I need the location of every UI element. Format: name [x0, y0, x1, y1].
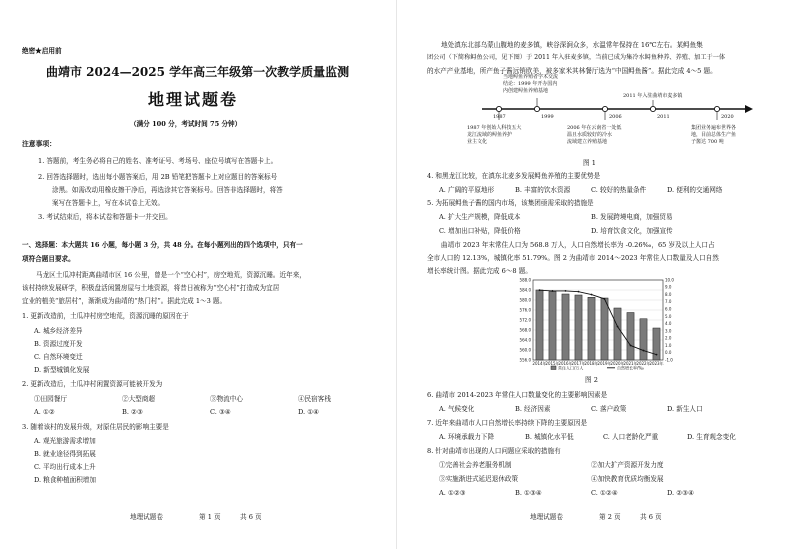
x-tick-label: 2017年	[571, 361, 586, 366]
line-point	[565, 290, 567, 292]
passage-line: 该村持续发展研学，积极盘活闲置房屋与土地资源，将昔日被称为“空心村”打造成为宜居	[22, 284, 280, 292]
line-point	[604, 298, 606, 300]
line-point	[552, 290, 554, 292]
option[interactable]: B. ①③④	[515, 489, 542, 497]
option[interactable]: D. ②③④	[667, 489, 694, 497]
passage-line: 地处滇东北部乌蒙山腹地的麦多镇，峡谷深涧众多，水温常年保持在 16℃左右。某鲟鱼集	[441, 41, 703, 49]
page-2	[397, 0, 794, 549]
line-point	[630, 345, 632, 347]
section-heading: 一、选择题：本大题共 16 小题，每小题 3 分，共 48 分。在每小题列出的四个选项中，只有一	[22, 241, 303, 249]
option[interactable]: C. ①②④	[591, 489, 618, 497]
option[interactable]: A. ①②③	[439, 489, 466, 497]
timeline-note: 2011 年入驻曲靖市麦多镇	[623, 93, 683, 99]
q8-item: ④加快教育优质均衡发展	[591, 475, 664, 483]
y-right-tick-label: 6.0	[665, 306, 672, 312]
option[interactable]: A. 扩大生产规模，降低成本	[439, 213, 521, 221]
option[interactable]: C. 增加出口补贴，降低价格	[439, 227, 521, 235]
timeline-note: 龙江流域的鲟鱼养护	[467, 132, 513, 138]
option[interactable]: D. 生育观念变化	[687, 433, 736, 441]
question-4: 4. 和黑龙江比较，在滇东北麦多发展鲟鱼养殖的主要优势是	[427, 172, 601, 180]
timeline-note: 2006 年在云南省一处低	[567, 125, 622, 131]
line-point	[656, 354, 658, 356]
secret-mark: 绝密★启用前	[22, 47, 62, 55]
option[interactable]: C. 较好的热量条件	[591, 186, 647, 194]
y-left-tick-label: 572.0	[519, 317, 531, 323]
bar	[601, 298, 608, 360]
footer-page: 第 1 页	[199, 513, 221, 521]
option[interactable]: B. 丰富的饮水资源	[515, 186, 571, 194]
footer-total: 共 6 页	[240, 513, 262, 521]
option[interactable]: A. 环境承载力下降	[439, 433, 495, 441]
x-tick-label: 2021年	[623, 361, 638, 366]
option[interactable]: C. ③④	[210, 408, 231, 416]
timeline-note: 流域建立养殖基地	[567, 139, 608, 145]
footer-page: 第 2 页	[599, 513, 621, 521]
q8-item: ①完善社会养老服务机制	[439, 461, 512, 469]
option[interactable]: D. 培育饮食文化，加强宣传	[591, 227, 673, 235]
bar	[536, 290, 543, 360]
q2-item: ①田园餐厅	[34, 395, 67, 403]
option[interactable]: A. ①②	[34, 408, 55, 416]
timeline-note: 业主文化	[467, 139, 488, 145]
timeline-node-2011	[650, 106, 655, 111]
y-right-tick-label: 0.0	[665, 350, 672, 356]
timeline-node-1987	[496, 106, 501, 111]
option[interactable]: D. ①④	[298, 408, 320, 416]
y-right-tick-label: 4.0	[665, 321, 672, 327]
option[interactable]: B. ②③	[122, 408, 143, 416]
option[interactable]: B. 发展跨境电商，加强贸易	[591, 213, 673, 221]
q8-item: ③实施渐进式延迟退休政策	[439, 475, 519, 483]
y-right-tick-label: 7.0	[665, 299, 672, 305]
question-1: 1. 更新改造前，土瓜冲村房空地荒，资源沉睡的原因在于	[22, 312, 189, 320]
year-label: 2006	[609, 114, 622, 120]
question-2: 2. 更新改造后，土瓜冲村闲置资源可能被开发为	[22, 380, 163, 388]
y-right-tick-label: 1.0	[665, 342, 672, 348]
x-tick-label: 2018年	[584, 361, 599, 366]
y-left-tick-label: 568.0	[519, 327, 531, 333]
year-label: 1999	[541, 114, 554, 120]
timeline-note: 当地鲟鱼养殖者学术交流	[503, 74, 559, 80]
q2-item: ②大型商超	[122, 395, 155, 403]
timeline-note: 子酱达 700 吨	[691, 139, 724, 145]
x-tick-label: 2019年	[597, 361, 612, 366]
bar	[627, 313, 634, 361]
option[interactable]: D. 新型城镇化发展	[34, 366, 90, 374]
option[interactable]: D. 粮食种植面积增加	[34, 476, 96, 484]
option[interactable]: A. 观光旅游需求增加	[34, 437, 96, 445]
note-line: 涂黑。如需改动用橡皮擦干净后，再选涂其它答案标号。回答非选择题时，将答	[52, 186, 283, 194]
score-info: （满分 100 分，考试时间 75 分钟）	[130, 120, 242, 128]
note-line: 2. 回答选择题时，选出每小题答案后，用 2B 铅笔把答题卡上对应题目的答案标号	[38, 173, 278, 181]
passage-line: 团公司（下简称鲟鱼公司，见下图）于 2011 年入驻麦多镇，当前已成为集冷水鲟鱼种养、养殖、加工于一体	[427, 54, 726, 61]
passage-line: 的水产产业基地，所产鱼子酱远销欧美，被多家米其林餐厅选为“中国鲟鱼酱”。据此完成 4～5 题。	[427, 67, 717, 75]
y-left-tick-label: 556.0	[519, 357, 531, 363]
passage-line: 增长率统计图。据此完成 6～8 题。	[427, 267, 532, 275]
passage-line: 曲靖市 2023 年末常住人口为 568.8 万人，人口自然增长率为 -0.26‰，65 岁及以上人口占	[441, 241, 715, 249]
legend-label: 自然增长率/‰	[617, 365, 644, 371]
option[interactable]: B. 经济因素	[515, 405, 551, 413]
q2-item: ④民宿客栈	[298, 395, 331, 403]
y-left-tick-label: 564.0	[519, 337, 531, 343]
timeline-note: 集团业务遍布世界各	[691, 125, 737, 131]
timeline-node-1999	[534, 106, 539, 111]
line-point	[578, 291, 580, 293]
option[interactable]: B. 就业途径得到拓展	[34, 450, 96, 458]
y-right-tick-label: 2.0	[665, 335, 672, 341]
option[interactable]: C. 落户政策	[591, 405, 627, 413]
q8-item: ②加大扩产资源开发力度	[591, 461, 664, 469]
note-line: 案写在答题卡上，写在本试卷上无效。	[52, 199, 165, 207]
x-tick-label: 2020年	[610, 361, 625, 366]
exam-subtitle: 地理试题卷	[148, 90, 239, 109]
option[interactable]: C. 平均出行成本上升	[34, 463, 96, 471]
option[interactable]: B. 城镇化水平低	[525, 433, 574, 441]
x-tick-label: 2014年	[532, 361, 547, 366]
y-left-tick-label: 584.0	[519, 287, 531, 293]
year-label: 2011	[657, 114, 670, 120]
q2-item: ③物流中心	[210, 395, 243, 403]
y-right-tick-label: 9.0	[665, 284, 672, 290]
passage-line: 马龙区土瓜冲村距离曲靖市区 16 公里，曾是一个“空心村”，房空地荒，资源沉睡。近年来，	[36, 271, 306, 279]
passage-line: 宜业的植美“旅居村”，渐渐成为曲靖的“热门村”。据此完成 1～3 题。	[22, 297, 227, 305]
bar	[588, 297, 595, 360]
bar	[549, 292, 556, 361]
figure-2-chart	[507, 276, 687, 374]
figure-1-timeline	[427, 74, 757, 154]
year-label: 1987	[493, 114, 506, 120]
passage-line: 全市人口的 12.13%，城镇化率 51.79%。图 2 为曲靖市 2014～2023 年常住人口数量及人口自然	[427, 254, 719, 262]
option[interactable]: D. 新生人口	[667, 405, 703, 413]
line-point	[643, 350, 645, 352]
note-line: 3. 考试结束后，将本试卷和答题卡一并交回。	[38, 213, 172, 221]
timeline-note: 温且水质较好的冷水	[567, 132, 613, 138]
question-6: 6. 曲靖市 2014-2023 年常住人口数量变化的主要影响因素是	[427, 391, 608, 399]
line-point	[617, 326, 619, 328]
x-tick-label: 2016年	[558, 361, 573, 366]
legend-label: 常住人口/万人	[558, 365, 584, 371]
option[interactable]: C. 自然环境变迁	[34, 353, 83, 361]
y-right-tick-label: 3.0	[665, 328, 672, 334]
option[interactable]: A. 城乡经济差异	[34, 327, 83, 335]
option[interactable]: D. 便利的交通网络	[667, 186, 723, 194]
footer-total: 共 6 页	[640, 513, 662, 521]
y-right-tick-label: 5.0	[665, 313, 672, 319]
y-right-tick-label: 8.0	[665, 291, 672, 297]
exam-title: 曲靖市 2024—2025 学年高三年级第一次教学质量监测	[46, 65, 350, 79]
x-tick-label: 2023年	[649, 361, 664, 366]
question-5: 5. 为拓展鲟鱼子酱的国内市场，该集团亟需采取的措施是	[427, 199, 594, 207]
timeline-node-2006	[602, 106, 607, 111]
timeline-node-2020	[714, 106, 719, 111]
section-heading: 项符合题目要求。	[22, 255, 75, 263]
figure-2-label: 图 2	[585, 376, 598, 384]
y-left-tick-label: 580.0	[519, 297, 531, 303]
y-left-tick-label: 576.0	[519, 307, 531, 313]
timeline-note: 内创建鲟鱼养殖基地	[503, 88, 549, 94]
x-tick-label: 2015年	[545, 361, 560, 366]
timeline-note: 地，目前总体生产鱼	[691, 132, 737, 138]
question-7: 7. 近年来曲靖市人口自然增长率持续下降的主要原因是	[427, 419, 588, 427]
legend-swatch-bar	[551, 366, 556, 370]
line-point	[591, 294, 593, 296]
note-line: 1. 答题前，考生务必将自己的姓名、准考证号、考场号、座位号填写在答题卡上。	[38, 157, 278, 165]
y-left-tick-label: 588.0	[519, 277, 531, 283]
line-point	[539, 289, 541, 291]
option[interactable]: C. 人口老龄化严重	[603, 433, 659, 441]
footer-subject: 地理试题卷	[530, 513, 563, 521]
option[interactable]: A. 广阔的平原地形	[439, 186, 495, 194]
bar	[614, 308, 621, 360]
question-8: 8. 针对曲靖市出现的人口问题应采取的措施有	[427, 447, 561, 455]
option[interactable]: B. 资源过度开发	[34, 340, 83, 348]
timeline-note: 结论：1999 年开办国内	[503, 81, 558, 87]
y-left-tick-label: 560.0	[519, 347, 531, 353]
footer-subject: 地理试题卷	[130, 513, 163, 521]
option[interactable]: A. 气候变化	[439, 405, 475, 413]
bar	[640, 319, 647, 360]
question-3: 3. 随着该村的发展升级，对原住居民的影响主要是	[22, 423, 169, 431]
y-right-tick-label: 10.0	[665, 277, 674, 283]
x-tick-label: 2022年	[636, 361, 651, 366]
notes-title: 注意事项：	[22, 140, 56, 148]
bar	[562, 294, 569, 360]
timeline-note: 1987 年创始人科技五大	[467, 125, 522, 131]
bar	[575, 295, 582, 360]
figure-1-label: 图 1	[583, 159, 596, 167]
year-label: 2020	[721, 114, 734, 120]
y-right-tick-label: -1.0	[665, 357, 673, 363]
